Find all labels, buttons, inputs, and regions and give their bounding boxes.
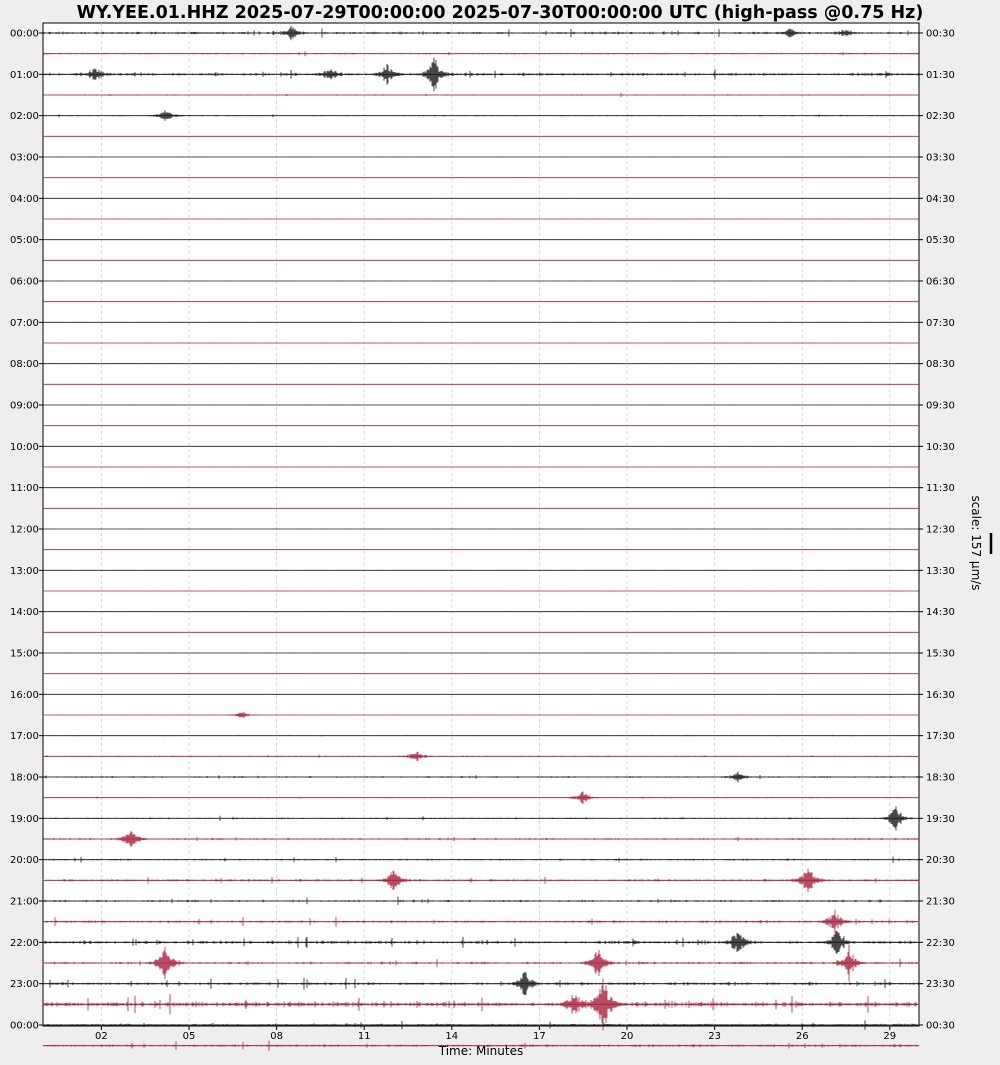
right-hour-label: 08:30	[926, 359, 955, 371]
right-hour-label: 14:30	[926, 607, 955, 619]
right-hour-label: 00:30	[926, 28, 955, 40]
plot-area	[43, 23, 919, 1026]
left-hour-label: 09:00	[10, 400, 39, 412]
scale-label: scale: 157 μm/s	[969, 495, 983, 591]
right-hour-label: 11:30	[926, 483, 955, 495]
right-hour-label: 13:30	[926, 565, 955, 577]
right-hour-label: 01:30	[926, 69, 955, 81]
right-hour-label: 16:30	[926, 689, 955, 701]
x-tick-label-23: 23	[708, 1031, 721, 1042]
x-tick-label-14: 14	[445, 1031, 459, 1042]
right-hour-label: 03:30	[926, 152, 955, 164]
left-hour-label: 07:00	[10, 317, 39, 329]
x-tick-label-20: 20	[620, 1031, 634, 1042]
right-hour-label: 07:30	[926, 317, 955, 329]
right-hour-label: 05:30	[926, 235, 955, 247]
right-hour-label: 19:30	[926, 813, 955, 825]
left-hour-label: 19:00	[10, 813, 39, 825]
left-hour-label: 10:00	[10, 441, 39, 453]
x-tick-label-08: 08	[270, 1031, 283, 1042]
left-hour-label: 22:00	[10, 937, 39, 949]
right-hour-label: 10:30	[926, 441, 955, 453]
right-hour-label: 18:30	[926, 772, 955, 784]
left-hour-label: 14:00	[10, 607, 39, 619]
left-hour-label: 01:00	[10, 69, 39, 81]
left-hour-label: 18:00	[10, 772, 39, 784]
x-tick-label-26: 26	[795, 1031, 809, 1042]
left-hour-label: 00:00	[10, 1020, 39, 1032]
left-hour-label: 05:00	[10, 235, 39, 247]
left-hour-label: 16:00	[10, 689, 39, 701]
left-hour-label: 08:00	[10, 359, 39, 371]
x-tick-label-02: 02	[95, 1031, 108, 1042]
right-hour-label: 21:30	[926, 896, 955, 908]
x-tick-label-17: 17	[533, 1031, 546, 1042]
left-hour-label: 02:00	[10, 111, 39, 123]
right-hour-label: 22:30	[926, 937, 955, 949]
left-hour-label: 13:00	[10, 565, 39, 577]
right-hour-label: 15:30	[926, 648, 955, 660]
right-hour-label: 06:30	[926, 276, 955, 288]
right-hour-label: 09:30	[926, 400, 955, 412]
left-hour-label: 03:00	[10, 152, 39, 164]
right-hour-label: 12:30	[926, 524, 955, 536]
x-tick-label-05: 05	[182, 1031, 196, 1042]
left-hour-label: 12:00	[10, 524, 39, 536]
left-hour-label: 11:00	[10, 483, 39, 495]
right-hour-label: 02:30	[926, 111, 955, 123]
right-hour-label: 20:30	[926, 855, 955, 867]
x-axis-label: Time: Minutes	[438, 1044, 524, 1058]
chart-title: WY.YEE.01.HHZ 2025-07-29T00:00:00 2025-07-30T00:00:00 UTC (high-pass @0.75 Hz)	[76, 3, 924, 23]
right-hour-label: 23:30	[926, 979, 955, 991]
left-hour-label: 17:00	[10, 731, 39, 743]
right-hour-label: 17:30	[926, 731, 955, 743]
right-hour-label: 04:30	[926, 193, 955, 205]
right-hour-label: 00:30	[926, 1020, 955, 1032]
left-hour-label: 21:00	[10, 896, 39, 908]
left-hour-label: 06:00	[10, 276, 39, 288]
x-tick-label-29: 29	[883, 1031, 897, 1042]
left-hour-label: 00:00	[10, 28, 39, 40]
left-hour-label: 20:00	[10, 855, 39, 867]
x-tick-label-11: 11	[357, 1031, 371, 1042]
left-hour-label: 23:00	[10, 979, 39, 991]
left-hour-label: 04:00	[10, 193, 39, 205]
left-hour-label: 15:00	[10, 648, 39, 660]
